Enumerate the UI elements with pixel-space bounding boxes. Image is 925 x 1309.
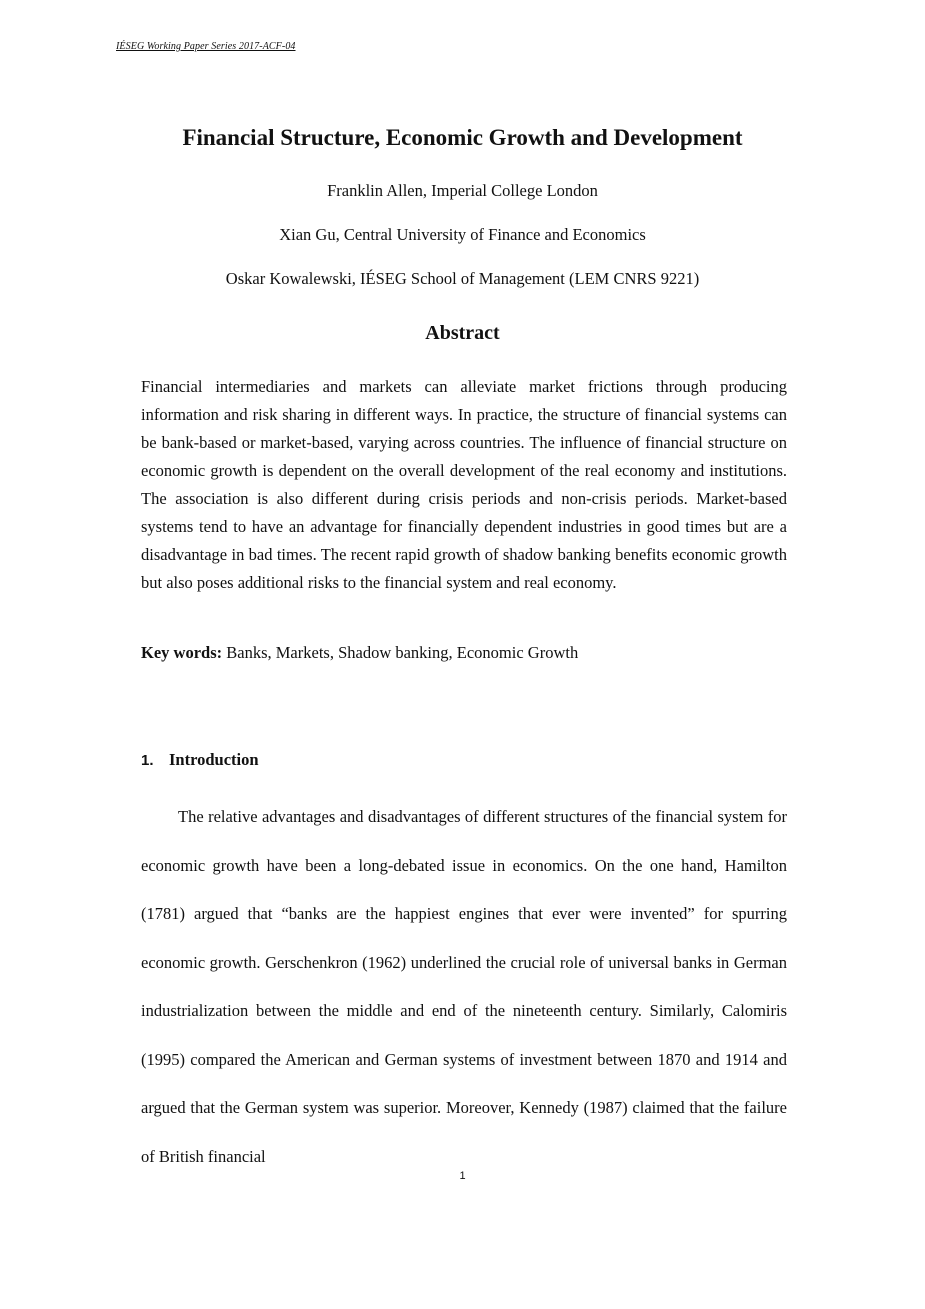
author-gu: Xian Gu, Central University of Finance and Economics [279, 225, 646, 244]
page-number: 1 [459, 1170, 466, 1182]
section-heading [141, 748, 259, 773]
working-paper-series-header: IÉSEG Working Paper Series 2017-ACF-04 [116, 41, 296, 52]
keywords-label: Key words: [141, 643, 223, 662]
author-kowalewski: Oskar Kowalewski, IÉSEG School of Management (LEM CNRS 9221) [225, 269, 700, 288]
paper-title: Financial Structure, Economic Growth and Development [182, 125, 743, 150]
keywords-list: Banks, Markets, Shadow banking, Economic Growth [226, 643, 579, 662]
abstract-heading: Abstract [425, 322, 500, 344]
author-allen: Franklin Allen, Imperial College London [327, 181, 598, 200]
keywords [141, 641, 787, 665]
introduction-paragraph: The relative advantages and disadvantages of different structures of the financial system for economic growth have been a long-debated issue in economics. On the one hand, Hamilton (1781) argued that “banks are the happiest engines that ever were invented” for spurring economic growth. Gerschenkron (1962) underlined the crucial role of universal banks in German industrialization between the middle and end of the nineteenth century. Similarly, Calomiris (1995) compared the American and German systems of investment between 1870 and 1914 and argued that the German system was superior. Moreover, Kennedy (1987) claimed that the failure of British financial [141, 807, 787, 1166]
abstract-text: Financial intermediaries and markets can alleviate market frictions through producing information and risk sharing in different ways. In practice, the structure of financial systems can be bank-based or market-based, varying across countries. The influence of financial structure on economic growth is dependent on the overall development of the real economy and institutions. The association is also different during crisis periods and non-crisis periods. Market-based systems tend to have an advantage for financially dependent industries in good times but are a disadvantage in bad times. The recent rapid growth of shadow banking benefits economic growth but also poses additional risks to the financial system and real economy. [141, 377, 787, 592]
section-number: 1. [141, 752, 154, 769]
section-title: Introduction [169, 750, 259, 769]
